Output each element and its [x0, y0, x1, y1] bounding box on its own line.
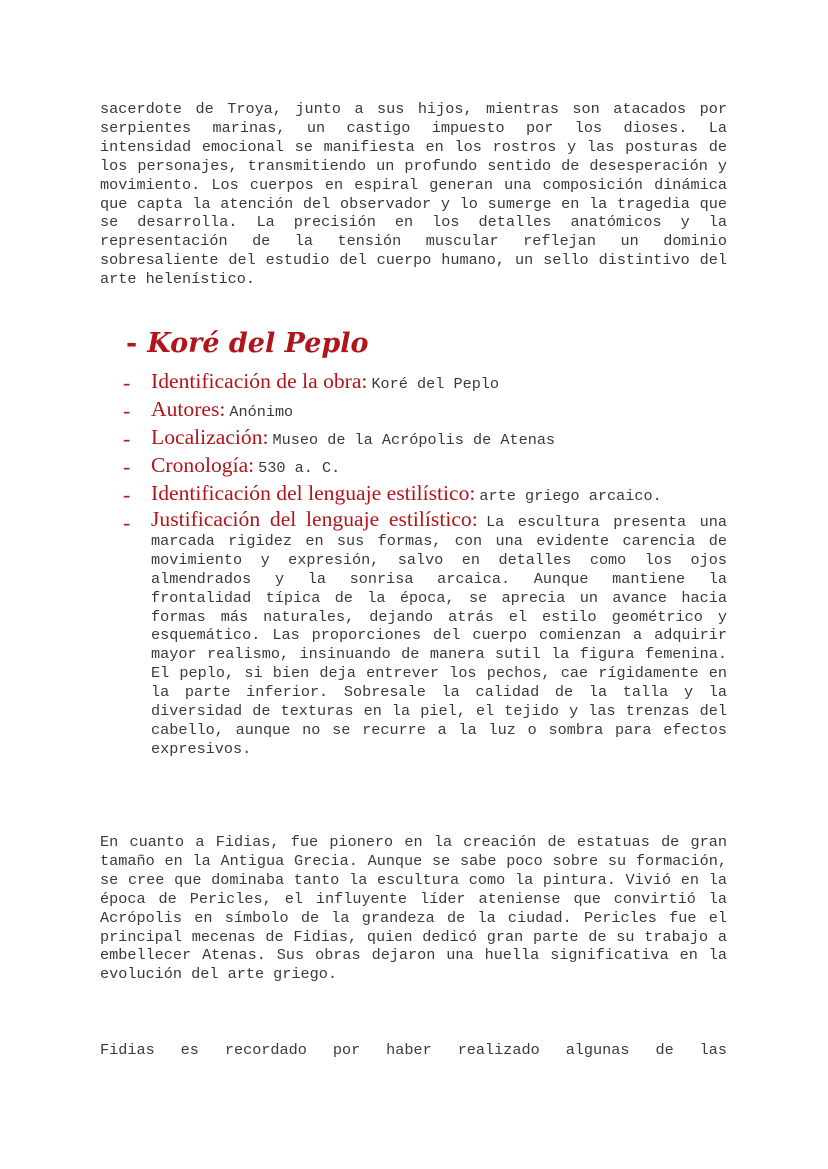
section-heading — [126, 328, 369, 359]
item-value: Anónimo — [229, 403, 294, 421]
item-label: Cronología: — [151, 453, 255, 477]
item-value: arte griego arcaico. — [479, 487, 662, 505]
section-title: Koré del Peplo — [147, 328, 369, 359]
item-label: Identificación del lenguaje estilístico: — [151, 481, 476, 505]
item-label: Localización: — [151, 425, 269, 449]
bullet-dash: - — [123, 454, 131, 479]
list-item — [123, 454, 727, 477]
bullet-dash: - — [123, 482, 131, 507]
bullet-dash: - — [123, 398, 131, 423]
fidias-paragraph: En cuanto a Fidias, fue pionero en la creación de estatuas de gran tamaño en la Antigua Grecia. Aunque se sabe poco sobre su formación, se cree que dominaba tanto la escultura como la pintura. Vivió en la época de Pericles, el influyente líder ateniense que convirtió la Acrópolis en símbolo de la grandeza de la ciudad. Pericles fue el principal mecenas de Fidias, quien dedicó gran parte de su trabajo a embellecer Atenas. Sus obras dejaron una huella significativa en la evolución del arte griego. — [100, 833, 727, 984]
closing-line: Fidias es recordado por haber realizado algunas de las — [100, 1041, 727, 1059]
item-value: Museo de la Acrópolis de Atenas — [272, 431, 556, 449]
list-item — [123, 426, 727, 449]
intro-paragraph: sacerdote de Troya, junto a sus hijos, mientras son atacados por serpientes marinas, un castigo impuesto por los dioses. La intensidad emocional se manifiesta en los rostros y las posturas de los personajes, transmitiendo un profundo sentido de desesperación y movimiento. Los cuerpos en espiral generan una composición dinámica que capta la atención del observador y lo sumerge en la tragedia que se desarrolla. La precisión en los detalles anatómicos y la representación de la tensión muscular reflejan un dominio sobresaliente del estudio del cuerpo humano, un sello distintivo del arte helenístico. — [100, 100, 727, 289]
bullet-dash: - — [123, 426, 131, 451]
item-label: Autores: — [151, 397, 226, 421]
item-value: 530 a. C. — [258, 459, 341, 477]
bullet-dash: - — [123, 510, 131, 535]
item-label: Identificación de la obra: — [151, 369, 368, 393]
list-item — [123, 482, 727, 505]
item-value: La escultura presenta una marcada rigidez en sus formas, con una evidente carencia de movimiento y expresión, salvo en detalles como los ojos almendrados y la sonrisa arcaica. Aunque mantiene la frontalidad típica de la época, se aprecia un avance hacia formas más naturales, dejando atrás el estilo geométrico y esquemático. Las proporciones del cuerpo comienzan a adquirir mayor realismo, insinuando de manera sutil la figura femenina. El peplo, si bien deja entrever los pechos, cae rígidamente en la parte inferior. Sobresale la calidad de la talla y la diversidad de texturas en la piel, el tejido y las trenzas del cabello, aunque no se recurre a la luz o sombra para efectos expresivos. — [151, 513, 727, 758]
list-item — [123, 370, 727, 393]
bullet-dash: - — [123, 370, 131, 395]
item-value: Koré del Peplo — [371, 375, 500, 393]
list-item — [123, 398, 727, 421]
item-label: Justificación del lenguaje estilístico: — [151, 507, 478, 531]
heading-dash: - — [126, 328, 138, 359]
list-item — [123, 507, 727, 759]
artwork-details-list — [123, 370, 727, 764]
